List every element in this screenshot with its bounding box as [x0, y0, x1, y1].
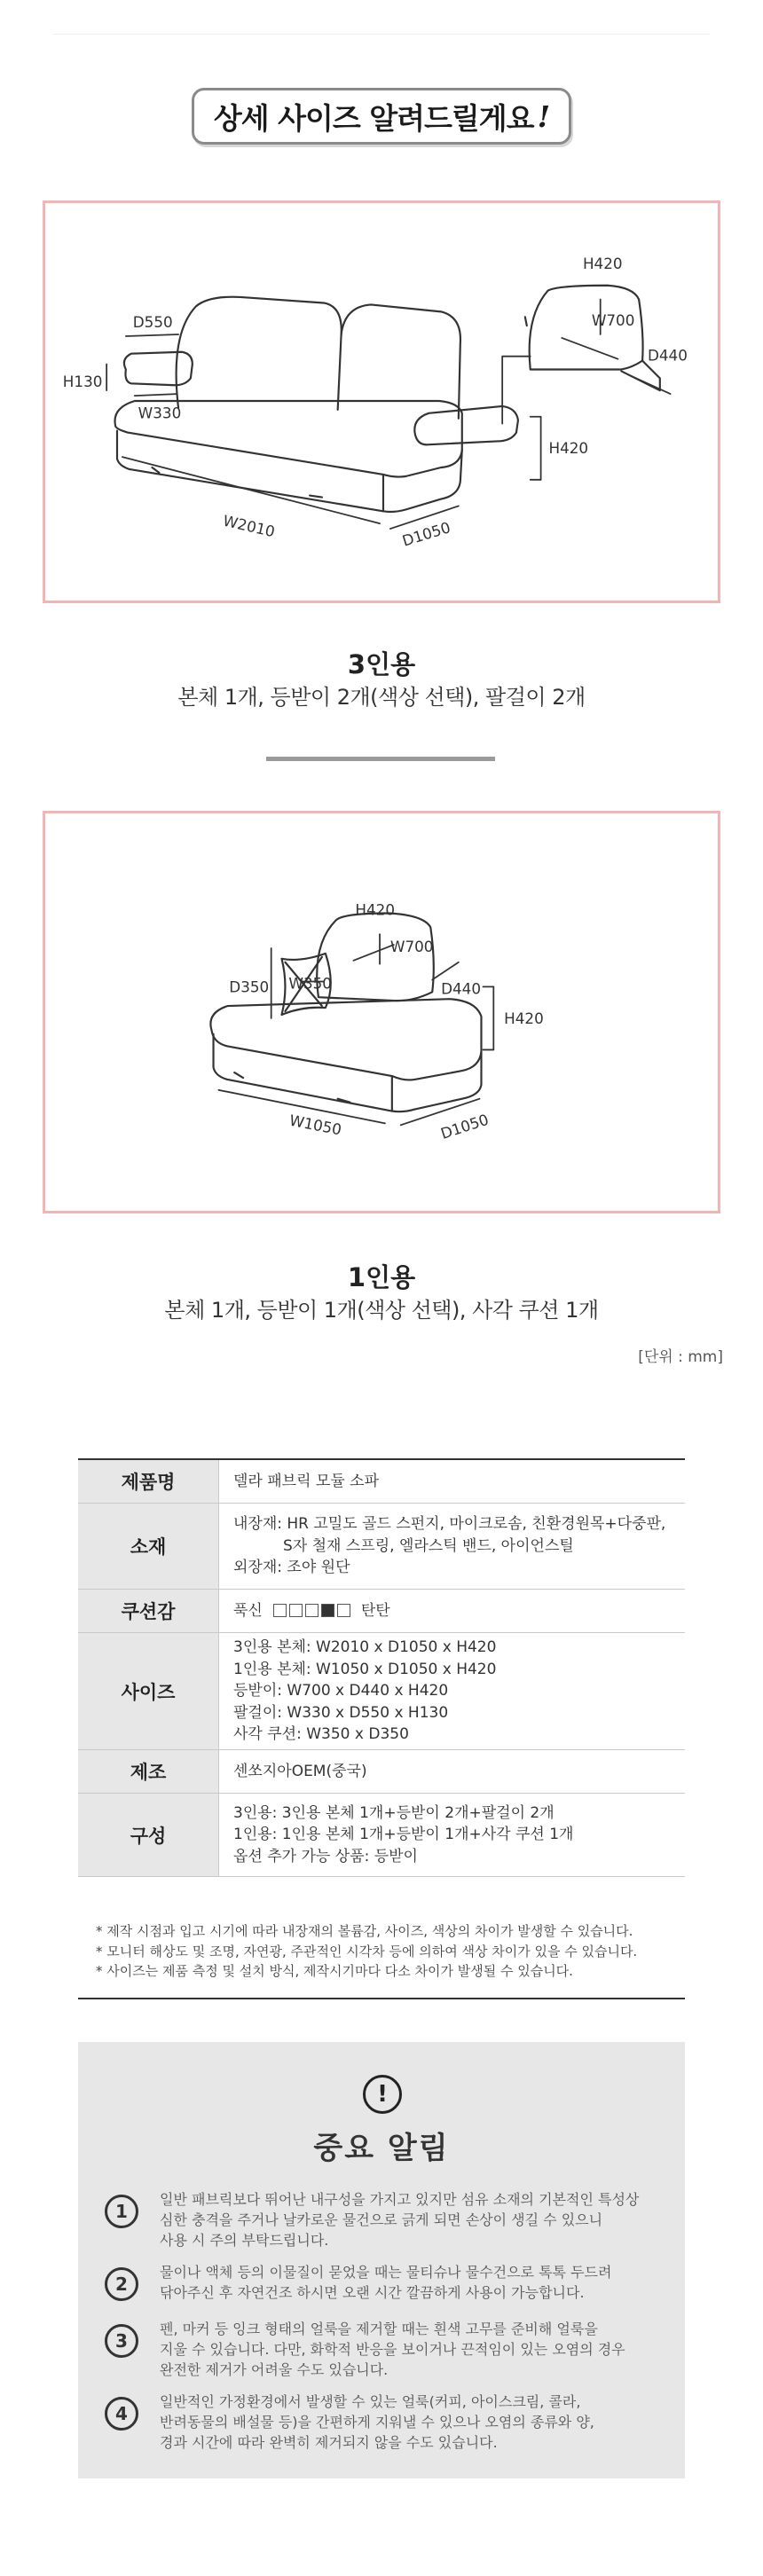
- caption-3seat-title: 3인용: [347, 649, 416, 679]
- alert-icon: !: [363, 2075, 402, 2114]
- notice-number: 3: [105, 2324, 138, 2358]
- top-divider: [53, 34, 710, 35]
- cushion-scale: [233, 1600, 685, 1622]
- notice-item: [105, 2319, 655, 2381]
- dim-h130: H130: [62, 373, 103, 391]
- unit-note: [단위 : mm]: [638, 1348, 723, 1366]
- cushion-soft-label: 푹신: [233, 1601, 263, 1620]
- dim-d440: D440: [441, 979, 482, 998]
- footnote: * 모니터 해상도 및 조명, 자연광, 주관적인 시각차 등에 의하여 색상 차이가 있을 수 있습니다.: [96, 1943, 638, 1959]
- notice-line: 사용 시 주의 부탁드립니다.: [160, 2232, 329, 2250]
- notice-line: 물이나 액체 등의 이물질이 묻었을 때는 물티슈나 물수건으로 톡톡 두드려: [160, 2264, 612, 2281]
- dim-d550: D550: [132, 313, 173, 332]
- notice-line: 지울 수 있습니다. 다만, 화학적 반응을 보이거나 끈적임이 있는 오염의 경우: [160, 2341, 625, 2359]
- diagram-1seat-illustration: [45, 813, 718, 1211]
- spec-value: 센쏘지아OEM(중국): [233, 1762, 367, 1780]
- notice-item: [105, 2262, 655, 2303]
- spec-value: S자 철재 스프링, 엘라스틱 밴드, 아이언스틸: [283, 1536, 574, 1555]
- spec-value: 1인용 본체: W1050 x D1050 x H420: [233, 1660, 497, 1678]
- notice-number: 4: [105, 2397, 138, 2431]
- notice-line: 일반적인 가정환경에서 발생할 수 있는 얼룩(커피, 아이스크림, 콜라,: [160, 2393, 581, 2410]
- spec-value: 3인용 본체: W2010 x D1050 x H420: [233, 1637, 497, 1656]
- dim-w1050: W1050: [287, 1111, 343, 1139]
- spec-value: 외장재: 조야 원단: [233, 1559, 350, 1577]
- cushion-level-square: [289, 1604, 303, 1617]
- dim-h420: H420: [548, 439, 589, 458]
- spec-row-material: [78, 1504, 685, 1590]
- caption-1seat-sub: 본체 1개, 등받이 1개(색상 선택), 사각 쿠션 1개: [164, 1298, 599, 1323]
- spec-table: [78, 1458, 685, 1877]
- spec-row-composition: [78, 1794, 685, 1877]
- spec-label: 쿠션감: [78, 1590, 219, 1632]
- spec-label: 소재: [78, 1504, 219, 1589]
- dim-w2010: W2010: [221, 511, 277, 541]
- dim-back-h420: H420: [582, 255, 623, 273]
- spec-value: 옵션 추가 가능 상품: 등받이: [233, 1847, 418, 1865]
- spec-footnotes: [78, 1907, 685, 1999]
- notice-line: 심한 충격을 주거나 날카로운 물건으로 긁게 되면 손상이 생길 수 있으니: [160, 2211, 603, 2229]
- spec-value: 사각 쿠션: W350 x D350: [233, 1725, 409, 1744]
- notice-line: 일반 패브릭보다 뛰어난 내구성을 가지고 있지만 섬유 소재의 기본적인 특성상: [160, 2191, 640, 2208]
- spec-value: 델라 패브릭 모듈 소파: [233, 1472, 380, 1490]
- section-title-mark: !: [537, 98, 550, 134]
- cushion-level-square: [273, 1604, 287, 1617]
- cushion-hard-label: 탄탄: [360, 1601, 390, 1620]
- spec-row-manufacturer: [78, 1750, 685, 1794]
- caption-3seat-sub: 본체 1개, 등받이 2개(색상 선택), 팔걸이 2개: [177, 685, 586, 710]
- dim-d350: D350: [229, 978, 270, 996]
- notice-item: [105, 2189, 655, 2251]
- spec-value: 내장재: HR 고밀도 골드 스펀지, 마이크로솜, 친환경원목+다중판,: [233, 1515, 666, 1534]
- spec-value: 등받이: W700 x D440 x H420: [233, 1682, 449, 1700]
- notice-item: [105, 2391, 655, 2454]
- dim-w350: W350: [288, 974, 332, 993]
- notice-line: 반려동물의 배설물 등)을 간편하게 지워낼 수 있으나 오염의 종류와 양,: [160, 2414, 594, 2431]
- cushion-level-square: [305, 1604, 319, 1617]
- dim-h420: H420: [504, 1009, 544, 1027]
- footnote: * 제작 시점과 입고 시기에 따라 내장재의 볼륨감, 사이즈, 색상의 차이가 발생할 수 있습니다.: [96, 1923, 633, 1939]
- cushion-level-indicator: [273, 1604, 350, 1617]
- diagram-3seat: [43, 200, 720, 603]
- spec-label: 제조: [78, 1750, 219, 1793]
- spec-label: 제품명: [78, 1460, 219, 1503]
- notice-line: 경과 시간에 따라 완벽히 제거되지 않을 수도 있습니다.: [160, 2434, 498, 2452]
- spec-row-product: [78, 1460, 685, 1504]
- dim-d1050: D1050: [399, 518, 452, 550]
- dim-h420-back: H420: [355, 900, 396, 919]
- dim-w330: W330: [138, 404, 182, 422]
- section-title: [192, 88, 571, 145]
- caption-1seat-title: 1인용: [347, 1262, 416, 1292]
- notice-title: 중요 알림: [313, 2131, 450, 2166]
- notice-number: 2: [105, 2267, 138, 2301]
- dim-w700: W700: [389, 937, 434, 955]
- notice-line: 닦아주신 후 자연건조 하시면 오랜 시간 깔끔하게 사용이 가능합니다.: [160, 2284, 585, 2302]
- notice-line: 펜, 마커 등 잉크 형태의 얼룩을 제거할 때는 흰색 고무를 준비해 얼룩을: [160, 2321, 598, 2337]
- dim-back-d440: D440: [647, 346, 688, 365]
- spec-row-cushion: [78, 1590, 685, 1633]
- diagram-1seat: [43, 811, 720, 1213]
- section-title-text: 상세 사이즈 알려드릴게요: [213, 100, 534, 136]
- dim-d1050: D1050: [438, 1110, 492, 1143]
- footnote: * 사이즈는 제품 측정 및 설치 방식, 제작시기마다 다소 차이가 발생될 수 있습니다.: [96, 1963, 573, 1979]
- spec-value: 팔걸이: W330 x D550 x H130: [233, 1703, 449, 1722]
- cushion-level-square: [337, 1604, 350, 1617]
- section-divider: [266, 757, 495, 761]
- notice-line: 완전한 제거가 어려울 수도 있습니다.: [160, 2361, 389, 2379]
- cushion-level-square: [321, 1604, 334, 1617]
- spec-value: 1인용: 1인용 본체 1개+등받이 1개+사각 쿠션 1개: [233, 1826, 574, 1844]
- spec-row-size: [78, 1633, 685, 1750]
- diagram-3seat-illustration: [45, 203, 718, 601]
- notice-number: 1: [105, 2195, 138, 2228]
- spec-label: 사이즈: [78, 1633, 219, 1749]
- dim-back-w700: W700: [591, 311, 635, 330]
- spec-label: 구성: [78, 1794, 219, 1876]
- spec-value: 3인용: 3인용 본체 1개+등받이 2개+팔걸이 2개: [233, 1803, 555, 1822]
